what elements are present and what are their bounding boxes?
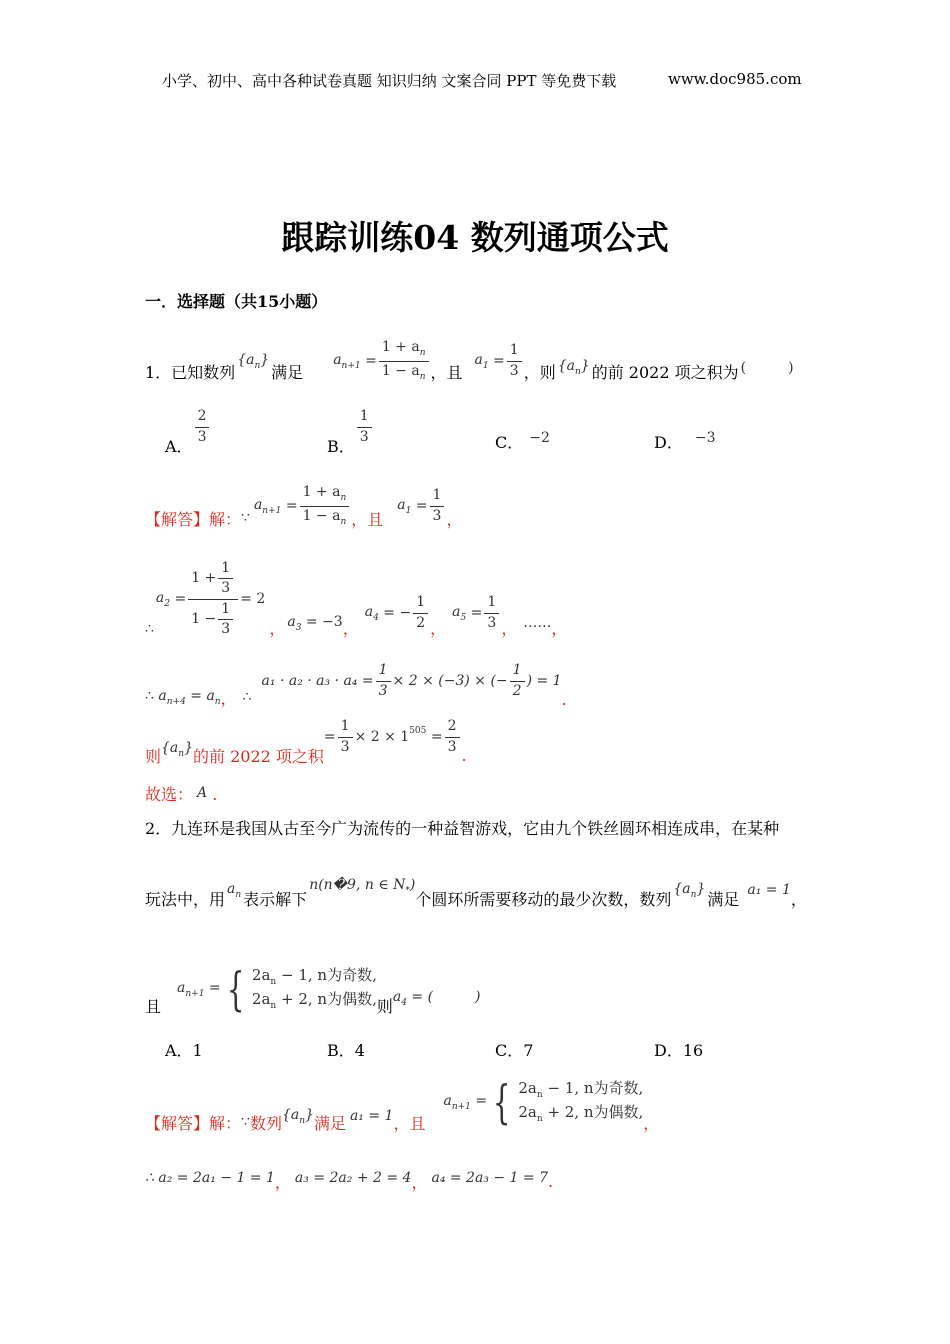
header-url[interactable]: www.doc985.com	[668, 70, 802, 88]
q1-solution-line3: ∴ $a_{n+4} = a_n$ ， ∴ a₁ · a₂ · a₃ · a₄ = $\frac{1}{3}$ × 2 × (−3) × (− $\frac{1}{2}$ ) = 1 .	[145, 662, 567, 709]
page-title: 跟踪训练04 数列通项公式	[281, 218, 669, 257]
question-2-line1: 2．九连环是我国从古至今广为流传的一种益智游戏，它由九个铁丝圆环相连成串，在某种	[145, 819, 780, 838]
q2-option-d[interactable]: D．16	[654, 1041, 704, 1060]
q1-suffix: 的前 2022 项之积为	[591, 362, 739, 382]
question-2-line2: 玩法中，用 $a_n$ 表示解下 n(n�9, n ∈ $N_*$) 个圆环所需要移动的最少次数，数列 $\{a_n\}$ 满足 a₁ = 1 ，	[145, 876, 807, 909]
q1-solution-line4: 则 $\{a_n\}$ 的前 2022 项之积 = $\frac{1}{3}$ × 2 × 1 $^{505}$ = $\frac{2}{3}$ .	[145, 718, 467, 766]
q1-option-b[interactable]: B． $\frac{1}{3}$	[327, 408, 374, 458]
q2-option-a[interactable]: A．1	[165, 1041, 203, 1060]
q1-seq-2: $\{a_n\}$	[557, 357, 590, 377]
section-heading: 一．选择题（共15小题）	[145, 292, 328, 311]
q1-mid1: 满足	[271, 362, 304, 382]
q1-paren: ( )	[740, 360, 794, 376]
q1-solution-line2: ∴ $a_2$ = 1 + $\frac{1}{3}$ 1 − $\frac{1}{3}$ = 2 ， $a_3 = -3$ ， $a_4$ = − $\frac{1}{2}$ ， $a_5$ = $\frac{1}{3}$ ， …… ，	[145, 559, 568, 638]
q2-option-b[interactable]: B．4	[327, 1041, 365, 1060]
q1-prefix: 1．已知数列	[145, 362, 236, 382]
q1-mid2: ，且	[430, 362, 463, 382]
q2-solution-line1: 【解答】解： ∵ 数列 $\{a_n\}$ 满足 a₁ = 1 ，且 $a_{n+1}$ = { $2a_n - 1$, n为奇数, $2a_n + 2$, n为偶数, ，	[145, 1075, 660, 1133]
q1-solution-line1: 【解答】解： ∵ $a_{n+1}$ = $\frac{1 + a_n}{1 - a_n}$ ，且 $a_1$ = $\frac{1}{3}$ ，	[145, 483, 463, 529]
question-2-line3: 且 $a_{n+1}$ = { $2a_n - 1$, n为奇数, $2a_n + 2$, n为偶数, 则 $a_4$ = ( )	[145, 962, 481, 1016]
q1-initial: $a_1$ = $\frac{1}{3}$	[475, 343, 524, 379]
header-text: 小学、初中、高中各种试卷真题 知识归纳 文案合同 PPT 等免费下载	[162, 72, 617, 90]
q1-recurrence: $a_{n+1}$ = $\frac{1 + a_n}{1 - a_n}$	[333, 340, 430, 382]
q1-option-a[interactable]: A． $\frac{2}{3}$	[165, 408, 211, 458]
q1-option-d[interactable]: D． −3	[654, 430, 716, 452]
question-1	[145, 336, 794, 406]
q1-answer: 故选： A .	[145, 785, 218, 804]
q1-option-c[interactable]: C． −2	[495, 430, 550, 452]
q2-solution-line2: ∴ a₂ = 2a₁ − 1 = 1 ， a₃ = 2a₂ + 2 = 4 ， a₄ = 2a₃ − 1 = 7 .	[145, 1169, 554, 1192]
q1-seq: $\{a_n\}$	[237, 351, 270, 371]
q2-option-c[interactable]: C．7	[495, 1041, 534, 1060]
q1-mid3: ，则	[523, 362, 556, 382]
